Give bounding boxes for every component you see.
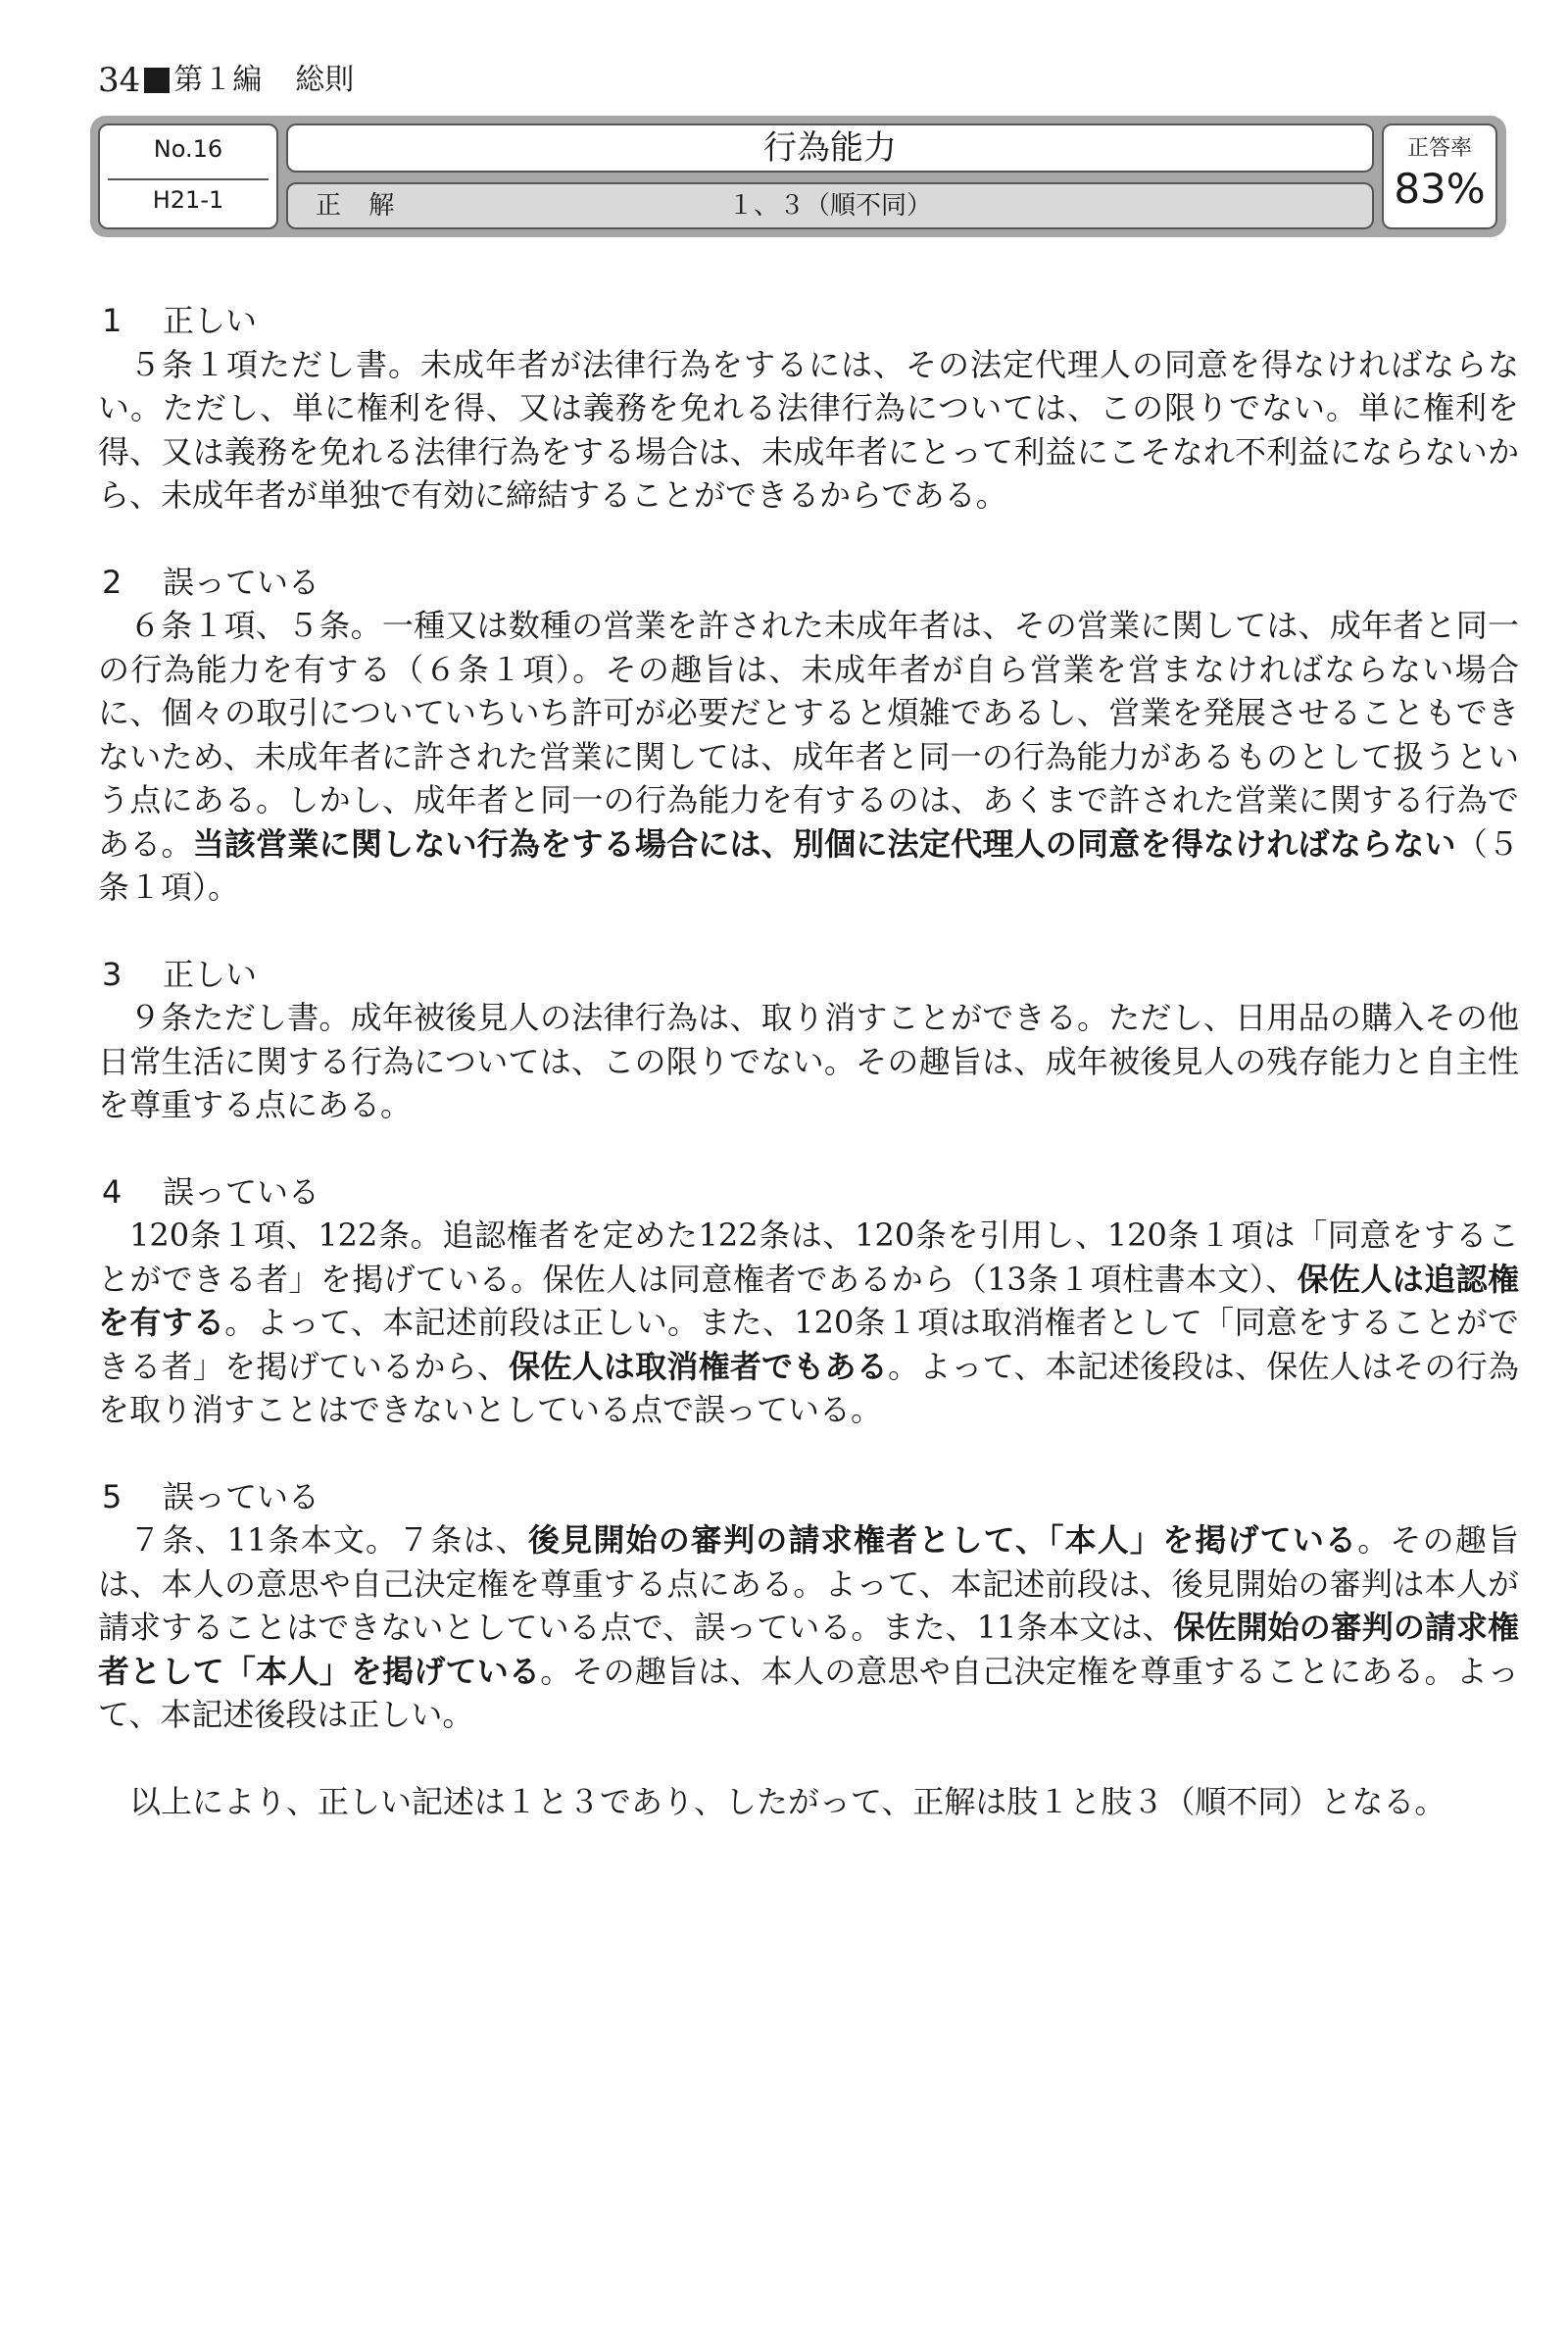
item-heading	[98, 953, 1519, 997]
body-text: ９条ただし書。成年被後見人の法律行為は、取り消すことができる。ただし、日用品の購入その他日常生活に関する行為については、この限りでない。その趣旨は、成年被後見人の残存能力と自主性を尊重する点にある。	[98, 999, 1519, 1123]
item-explanation	[98, 343, 1519, 518]
body-text: ６条１項、５条。一種又は数種の営業を許された未成年者は、その営業に関しては、成年者と同一の行為能力を有する（６条１項）。その趣旨は、未成年者が自ら営業を営まなければならない場合に、個々の取引についていちいち許可が必要だとすると煩雑であるし、営業を発展させることもできないため、未成年者に許された営業に関しては、成年者と同一の行為能力があるものとして扱うという点にある。しかし、成年者と同一の行為能力を有するのは、あくまで許された営業に関する行為である。	[98, 607, 1519, 863]
correct-rate-box	[1382, 124, 1497, 229]
item-number: 4	[102, 1172, 122, 1211]
body-text: 。よって、本記述後段は、保佐人はその行為を取り消すことはできないとしている点で誤っている。	[98, 1347, 1519, 1428]
running-head	[98, 61, 354, 100]
question-header	[90, 116, 1506, 237]
item-heading	[98, 561, 1519, 605]
explanation-item	[98, 561, 1519, 910]
item-explanation	[98, 1518, 1519, 1737]
conclusion: 以上により、正しい記述は１と３であり、したがって、正解は肢１と肢３（順不同）となる。	[129, 1782, 1446, 1820]
explanation-body	[98, 299, 1519, 1823]
emphasis-text: 保佐人は追認権を有する	[98, 1260, 1519, 1341]
item-number: 3	[102, 955, 122, 993]
item-explanation	[98, 604, 1519, 910]
body-text: 。その趣旨は、本人の意思や自己決定権を尊重する点にある。よって、本記述前段は、後見開始の審判は本人が請求することはできないとしている点で、誤っている。また、11条本文は、	[98, 1521, 1519, 1646]
item-heading	[98, 1170, 1519, 1215]
divider	[108, 178, 269, 180]
correct-rate-label: 正答率	[1406, 136, 1472, 161]
square-marker-icon	[144, 68, 170, 93]
answer-label: 正 解	[316, 191, 405, 221]
body-text: ５条１項ただし書。未成年者が法律行為をするには、その法定代理人の同意を得なければならない。ただし、単に権利を得、又は義務を免れる法律行為については、この限りでない。単に権利を得、又は義務を免れる法律行為をする場合は、未成年者にとって利益にこそなれ不利益にならないから、未成年者が単独で有効に締結することができるからである。	[98, 345, 1519, 514]
explanation-item	[98, 1475, 1519, 1737]
item-heading	[98, 299, 1519, 343]
body-text: 120条１項、122条。追認権者を定めた122条は、120条を引用し、120条１項は「同意をすることができる者」を掲げている。保佐人は同意権者であるから（13条１項柱書本文）、	[98, 1216, 1519, 1298]
item-number: 1	[102, 302, 122, 339]
emphasis-text: 保佐開始の審判の請求権者として「本人」を掲げている	[98, 1609, 1519, 1690]
item-number: 5	[102, 1477, 122, 1515]
emphasis-text: 後見開始の審判の請求権者として、「本人」を掲げている	[527, 1521, 1358, 1559]
explanation-item	[98, 299, 1519, 518]
question-title: 行為能力	[286, 124, 1374, 173]
correct-rate-value: 83%	[1394, 165, 1486, 213]
body-text: ７条、11条本文。７条は、	[129, 1521, 528, 1559]
item-explanation	[98, 996, 1519, 1127]
item-verdict: 正しい	[163, 302, 258, 339]
page-number: 34	[98, 61, 141, 100]
body-text: 。その趣旨は、本人の意思や自己決定権を尊重することにある。よって、本記述後段は正しい。	[98, 1652, 1519, 1733]
part-label: 第１編	[173, 63, 263, 97]
item-verdict: 誤っている	[163, 563, 320, 601]
item-verdict: 誤っている	[163, 1172, 320, 1211]
body-text: （５条１項）。	[98, 824, 1519, 906]
explanation-items	[98, 299, 1519, 1737]
item-heading	[98, 1475, 1519, 1519]
item-verdict: 正しい	[163, 955, 258, 993]
chapter-label: 総則	[295, 63, 355, 97]
year-reference: H21-1	[152, 186, 224, 214]
emphasis-text: 保佐人は取消権者でもある	[509, 1347, 889, 1385]
item-number: 2	[102, 563, 122, 601]
answer-bar	[286, 182, 1374, 229]
explanation-item	[98, 953, 1519, 1127]
question-number: No.16	[153, 135, 223, 163]
item-verdict: 誤っている	[163, 1477, 320, 1515]
emphasis-text: 当該営業に関しない行為をする場合には、別個に法定代理人の同意を得なければならない	[192, 824, 1456, 863]
explanation-item	[98, 1170, 1519, 1432]
answer-value: １、３（順不同）	[727, 191, 932, 221]
question-id-box	[98, 124, 278, 229]
item-explanation	[98, 1214, 1519, 1432]
body-text: 。よって、本記述前段は正しい。また、120条１項は取消権者として「同意をすることができる者」を掲げているから、	[98, 1304, 1519, 1385]
